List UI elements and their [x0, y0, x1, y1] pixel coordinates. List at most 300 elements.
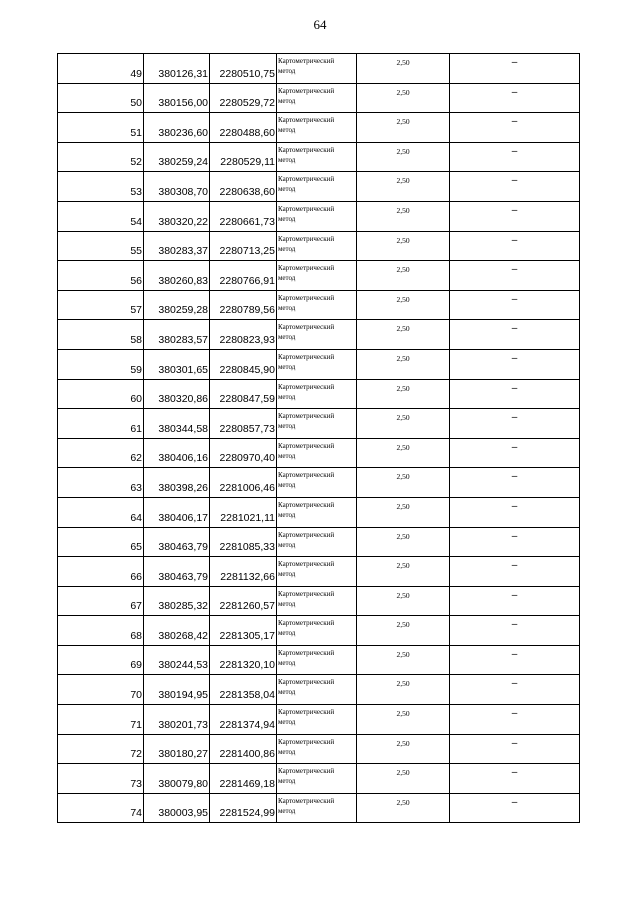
accuracy-cell-text: 2,50 — [396, 294, 410, 304]
y-coordinate-cell — [210, 231, 277, 261]
x-coordinate-cell-text: 380285,32 — [158, 600, 208, 613]
note-cell — [450, 438, 580, 468]
method-cell-text: Картометрический метод — [278, 412, 335, 431]
point-number-cell — [58, 468, 144, 498]
method-cell-text: Картометрический метод — [278, 678, 335, 697]
x-coordinate-cell — [144, 113, 210, 143]
accuracy-cell-text: 2,50 — [396, 265, 410, 275]
x-coordinate-cell — [144, 231, 210, 261]
note-cell-text: – — [511, 234, 518, 246]
accuracy-cell — [357, 675, 450, 705]
method-cell — [277, 793, 357, 823]
y-coordinate-cell — [210, 616, 277, 646]
x-coordinate-cell-text: 380301,65 — [158, 363, 208, 376]
accuracy-cell-text: 2,50 — [396, 649, 410, 659]
accuracy-cell — [357, 705, 450, 735]
method-cell — [277, 557, 357, 587]
x-coordinate-cell — [144, 793, 210, 823]
note-cell — [450, 497, 580, 527]
y-coordinate-cell — [210, 172, 277, 202]
point-number-cell-text: 70 — [130, 689, 142, 702]
note-cell-text: – — [511, 86, 518, 98]
accuracy-cell — [357, 793, 450, 823]
method-cell — [277, 231, 357, 261]
method-cell — [277, 349, 357, 379]
point-number-cell — [58, 734, 144, 764]
x-coordinate-cell — [144, 438, 210, 468]
table-row — [58, 409, 580, 439]
accuracy-cell-text: 2,50 — [396, 117, 410, 127]
table-row — [58, 201, 580, 231]
note-cell-text: – — [511, 530, 518, 542]
y-coordinate-cell — [210, 320, 277, 350]
method-cell — [277, 468, 357, 498]
point-number-cell-text: 66 — [130, 570, 142, 583]
accuracy-cell-text: 2,50 — [396, 87, 410, 97]
note-cell — [450, 201, 580, 231]
point-number-cell — [58, 793, 144, 823]
point-number-cell — [58, 349, 144, 379]
point-number-cell-text: 53 — [130, 185, 142, 198]
y-coordinate-cell — [210, 468, 277, 498]
note-cell-text: – — [511, 441, 518, 453]
point-number-cell — [58, 438, 144, 468]
note-cell-text: – — [511, 678, 518, 690]
method-cell-text: Картометрический метод — [278, 57, 335, 75]
point-number-cell — [58, 142, 144, 172]
point-number-cell-text: 57 — [130, 304, 142, 317]
accuracy-cell — [357, 113, 450, 143]
x-coordinate-cell — [144, 83, 210, 113]
note-cell — [450, 705, 580, 735]
accuracy-cell-text: 2,50 — [396, 561, 410, 571]
table-row — [58, 764, 580, 794]
x-coordinate-cell-text: 380259,24 — [158, 156, 208, 169]
x-coordinate-cell-text: 380126,31 — [158, 67, 208, 80]
x-coordinate-cell — [144, 557, 210, 587]
point-number-cell-text: 62 — [130, 452, 142, 465]
accuracy-cell — [357, 527, 450, 557]
x-coordinate-cell — [144, 290, 210, 320]
table-row — [58, 142, 580, 172]
point-number-cell-text: 68 — [130, 629, 142, 642]
table-row — [58, 527, 580, 557]
method-cell — [277, 261, 357, 291]
method-cell — [277, 616, 357, 646]
method-cell-text: Картометрический метод — [278, 293, 335, 312]
accuracy-cell — [357, 261, 450, 291]
y-coordinate-cell-text: 2280510,75 — [219, 67, 275, 80]
table-row — [58, 113, 580, 143]
note-cell-text: – — [511, 796, 518, 808]
note-cell — [450, 320, 580, 350]
table-row — [58, 379, 580, 409]
y-coordinate-cell-text: 2280529,11 — [220, 156, 275, 169]
method-cell-text: Картометрический метод — [278, 737, 335, 756]
x-coordinate-cell-text: 380236,60 — [158, 126, 208, 139]
accuracy-cell-text: 2,50 — [396, 472, 410, 482]
x-coordinate-cell — [144, 734, 210, 764]
note-cell-text: – — [511, 500, 518, 512]
x-coordinate-cell-text: 380201,73 — [158, 718, 208, 731]
method-cell — [277, 409, 357, 439]
note-cell — [450, 113, 580, 143]
note-cell — [450, 83, 580, 113]
point-number-cell — [58, 764, 144, 794]
accuracy-cell — [357, 320, 450, 350]
point-number-cell — [58, 527, 144, 557]
method-cell-text: Картометрический метод — [278, 204, 335, 223]
point-number-cell — [58, 290, 144, 320]
note-cell-text: – — [511, 264, 518, 276]
accuracy-cell-text: 2,50 — [396, 205, 410, 215]
point-number-cell — [58, 616, 144, 646]
table-row — [58, 54, 580, 84]
note-cell-text: – — [511, 589, 518, 601]
y-coordinate-cell-text: 2281320,10 — [219, 659, 275, 672]
y-coordinate-cell — [210, 113, 277, 143]
accuracy-cell-text: 2,50 — [396, 383, 410, 393]
method-cell-text: Картометрический метод — [278, 648, 335, 667]
note-cell — [450, 468, 580, 498]
table-row — [58, 497, 580, 527]
method-cell — [277, 734, 357, 764]
x-coordinate-cell-text: 380406,17 — [158, 511, 208, 524]
note-cell-text: – — [511, 767, 518, 779]
note-cell-text: – — [511, 145, 518, 157]
note-cell-text: – — [511, 382, 518, 394]
point-number-cell-text: 69 — [130, 659, 142, 672]
table-row — [58, 468, 580, 498]
table-row — [58, 172, 580, 202]
y-coordinate-cell-text: 2281006,46 — [219, 481, 275, 494]
method-cell — [277, 201, 357, 231]
note-cell — [450, 616, 580, 646]
accuracy-cell — [357, 438, 450, 468]
note-cell — [450, 586, 580, 616]
y-coordinate-cell — [210, 705, 277, 735]
coordinates-table — [57, 53, 580, 823]
x-coordinate-cell-text: 380463,79 — [158, 570, 208, 583]
point-number-cell — [58, 320, 144, 350]
x-coordinate-cell — [144, 645, 210, 675]
accuracy-cell — [357, 54, 450, 84]
y-coordinate-cell — [210, 734, 277, 764]
accuracy-cell-text: 2,50 — [396, 620, 410, 630]
y-coordinate-cell-text: 2280789,56 — [219, 304, 275, 317]
method-cell-text: Картометрический метод — [278, 530, 335, 549]
x-coordinate-cell — [144, 142, 210, 172]
note-cell — [450, 290, 580, 320]
accuracy-cell — [357, 734, 450, 764]
method-cell — [277, 675, 357, 705]
accuracy-cell — [357, 557, 450, 587]
note-cell-text: – — [511, 116, 518, 128]
accuracy-cell-text: 2,50 — [396, 235, 410, 245]
y-coordinate-cell — [210, 83, 277, 113]
accuracy-cell — [357, 497, 450, 527]
x-coordinate-cell-text: 380406,16 — [158, 452, 208, 465]
note-cell-text: – — [511, 471, 518, 483]
note-cell — [450, 379, 580, 409]
table-row — [58, 349, 580, 379]
table-row — [58, 734, 580, 764]
note-cell — [450, 231, 580, 261]
accuracy-cell-text: 2,50 — [396, 590, 410, 600]
note-cell — [450, 734, 580, 764]
x-coordinate-cell-text: 380320,22 — [158, 215, 208, 228]
method-cell-text: Картометрический метод — [278, 352, 335, 371]
point-number-cell-text: 71 — [130, 718, 142, 731]
y-coordinate-cell — [210, 142, 277, 172]
x-coordinate-cell — [144, 616, 210, 646]
y-coordinate-cell-text: 2281085,33 — [219, 541, 275, 554]
method-cell-text: Картометрический метод — [278, 708, 335, 727]
method-cell-text: Картометрический метод — [278, 441, 335, 460]
method-cell-text: Картометрический метод — [278, 560, 335, 579]
method-cell — [277, 705, 357, 735]
accuracy-cell — [357, 409, 450, 439]
accuracy-cell — [357, 379, 450, 409]
note-cell-text: – — [511, 352, 518, 364]
note-cell-text: – — [511, 560, 518, 572]
y-coordinate-cell — [210, 557, 277, 587]
x-coordinate-cell — [144, 586, 210, 616]
point-number-cell-text: 50 — [130, 97, 142, 110]
accuracy-cell — [357, 172, 450, 202]
point-number-cell — [58, 201, 144, 231]
point-number-cell — [58, 54, 144, 84]
y-coordinate-cell-text: 2280823,93 — [219, 333, 275, 346]
note-cell-text: – — [511, 708, 518, 720]
y-coordinate-cell-text: 2281260,57 — [219, 600, 275, 613]
coordinates-table-body — [58, 54, 580, 823]
note-cell-text: – — [511, 293, 518, 305]
x-coordinate-cell-text: 380463,79 — [158, 541, 208, 554]
point-number-cell-text: 73 — [130, 777, 142, 790]
point-number-cell-text: 65 — [130, 541, 142, 554]
x-coordinate-cell-text: 380194,95 — [158, 689, 208, 702]
method-cell — [277, 83, 357, 113]
accuracy-cell — [357, 645, 450, 675]
x-coordinate-cell — [144, 320, 210, 350]
y-coordinate-cell-text: 2281021,11 — [220, 511, 275, 524]
note-cell-text: – — [511, 323, 518, 335]
method-cell — [277, 645, 357, 675]
table-row — [58, 438, 580, 468]
page-number: 64 — [313, 17, 327, 32]
method-cell-text: Картометрический метод — [278, 86, 335, 105]
accuracy-cell-text: 2,50 — [396, 413, 410, 423]
point-number-cell — [58, 231, 144, 261]
accuracy-cell — [357, 468, 450, 498]
accuracy-cell — [357, 83, 450, 113]
y-coordinate-cell — [210, 409, 277, 439]
x-coordinate-cell-text: 380398,26 — [158, 481, 208, 494]
method-cell — [277, 320, 357, 350]
note-cell-text: – — [511, 737, 518, 749]
method-cell-text: Картометрический метод — [278, 145, 335, 164]
x-coordinate-cell — [144, 527, 210, 557]
method-cell — [277, 142, 357, 172]
accuracy-cell-text: 2,50 — [396, 501, 410, 511]
y-coordinate-cell-text: 2281305,17 — [219, 629, 275, 642]
point-number-cell-text: 54 — [130, 215, 142, 228]
y-coordinate-cell — [210, 764, 277, 794]
y-coordinate-cell-text: 2280857,73 — [219, 422, 275, 435]
y-coordinate-cell-text: 2280529,72 — [219, 97, 275, 110]
method-cell — [277, 497, 357, 527]
table-row — [58, 616, 580, 646]
x-coordinate-cell — [144, 201, 210, 231]
x-coordinate-cell — [144, 54, 210, 84]
point-number-cell-text: 58 — [130, 333, 142, 346]
point-number-cell-text: 74 — [130, 807, 142, 820]
x-coordinate-cell — [144, 409, 210, 439]
x-coordinate-cell — [144, 172, 210, 202]
y-coordinate-cell-text: 2280713,25 — [219, 245, 275, 258]
accuracy-cell-text: 2,50 — [396, 679, 410, 689]
point-number-cell — [58, 645, 144, 675]
y-coordinate-cell-text: 2281374,94 — [219, 718, 275, 731]
x-coordinate-cell-text: 380308,70 — [158, 185, 208, 198]
y-coordinate-cell-text: 2281469,18 — [219, 777, 275, 790]
method-cell — [277, 527, 357, 557]
table-row — [58, 645, 580, 675]
table-row — [58, 675, 580, 705]
method-cell — [277, 586, 357, 616]
note-cell-text: – — [511, 412, 518, 424]
x-coordinate-cell — [144, 497, 210, 527]
accuracy-cell-text: 2,50 — [396, 738, 410, 748]
accuracy-cell-text: 2,50 — [396, 176, 410, 186]
note-cell — [450, 675, 580, 705]
accuracy-cell — [357, 586, 450, 616]
note-cell — [450, 54, 580, 84]
point-number-cell — [58, 705, 144, 735]
x-coordinate-cell-text: 380079,80 — [158, 777, 208, 790]
method-cell-text: Картометрический метод — [278, 234, 335, 253]
note-cell-text: – — [511, 648, 518, 660]
note-cell-text: – — [511, 204, 518, 216]
accuracy-cell-text: 2,50 — [396, 797, 410, 807]
table-row — [58, 231, 580, 261]
x-coordinate-cell-text: 380268,42 — [158, 629, 208, 642]
y-coordinate-cell — [210, 527, 277, 557]
point-number-cell-text: 64 — [130, 511, 142, 524]
table-row — [58, 586, 580, 616]
y-coordinate-cell — [210, 645, 277, 675]
method-cell-text: Картометрический метод — [278, 619, 335, 638]
x-coordinate-cell — [144, 379, 210, 409]
accuracy-cell-text: 2,50 — [396, 353, 410, 363]
point-number-cell-text: 59 — [130, 363, 142, 376]
accuracy-cell-text: 2,50 — [396, 531, 410, 541]
point-number-cell — [58, 261, 144, 291]
y-coordinate-cell-text: 2280488,60 — [219, 126, 275, 139]
y-coordinate-cell — [210, 675, 277, 705]
note-cell — [450, 409, 580, 439]
table-row — [58, 261, 580, 291]
method-cell — [277, 764, 357, 794]
y-coordinate-cell — [210, 54, 277, 84]
accuracy-cell-text: 2,50 — [396, 324, 410, 334]
x-coordinate-cell-text: 380259,28 — [158, 304, 208, 317]
point-number-cell-text: 52 — [130, 156, 142, 169]
x-coordinate-cell-text: 380320,86 — [158, 393, 208, 406]
note-cell — [450, 142, 580, 172]
point-number-cell-text: 61 — [130, 422, 142, 435]
y-coordinate-cell — [210, 261, 277, 291]
table-row — [58, 557, 580, 587]
y-coordinate-cell-text: 2280661,73 — [219, 215, 275, 228]
point-number-cell — [58, 586, 144, 616]
y-coordinate-cell — [210, 586, 277, 616]
table-row — [58, 290, 580, 320]
note-cell — [450, 764, 580, 794]
x-coordinate-cell-text: 380156,00 — [158, 97, 208, 110]
y-coordinate-cell — [210, 349, 277, 379]
point-number-cell-text: 56 — [130, 274, 142, 287]
point-number-cell-text: 63 — [130, 481, 142, 494]
method-cell-text: Картометрический метод — [278, 471, 335, 490]
point-number-cell — [58, 497, 144, 527]
x-coordinate-cell — [144, 705, 210, 735]
note-cell-text: – — [511, 57, 518, 68]
y-coordinate-cell-text: 2281132,66 — [220, 570, 275, 583]
y-coordinate-cell-text: 2281358,04 — [219, 689, 275, 702]
table-row — [58, 83, 580, 113]
accuracy-cell — [357, 764, 450, 794]
x-coordinate-cell-text: 380344,58 — [158, 422, 208, 435]
method-cell-text: Картометрический метод — [278, 796, 335, 815]
point-number-cell — [58, 83, 144, 113]
method-cell-text: Картометрический метод — [278, 323, 335, 342]
note-cell — [450, 645, 580, 675]
method-cell — [277, 290, 357, 320]
accuracy-cell-text: 2,50 — [396, 146, 410, 156]
note-cell — [450, 793, 580, 823]
point-number-cell — [58, 557, 144, 587]
point-number-cell — [58, 379, 144, 409]
y-coordinate-cell-text: 2281400,86 — [219, 748, 275, 761]
accuracy-cell — [357, 616, 450, 646]
x-coordinate-cell — [144, 764, 210, 794]
y-coordinate-cell-text: 2280847,59 — [219, 393, 275, 406]
note-cell — [450, 349, 580, 379]
point-number-cell-text: 55 — [130, 245, 142, 258]
note-cell — [450, 557, 580, 587]
y-coordinate-cell — [210, 290, 277, 320]
y-coordinate-cell — [210, 379, 277, 409]
x-coordinate-cell-text: 380260,83 — [158, 274, 208, 287]
x-coordinate-cell — [144, 675, 210, 705]
method-cell-text: Картометрический метод — [278, 589, 335, 608]
method-cell — [277, 379, 357, 409]
x-coordinate-cell-text: 380180,27 — [158, 748, 208, 761]
point-number-cell-text: 72 — [130, 748, 142, 761]
method-cell-text: Картометрический метод — [278, 382, 335, 401]
x-coordinate-cell-text: 380244,53 — [158, 659, 208, 672]
accuracy-cell-text: 2,50 — [396, 442, 410, 452]
method-cell — [277, 54, 357, 84]
method-cell-text: Картометрический метод — [278, 175, 335, 194]
y-coordinate-cell — [210, 201, 277, 231]
point-number-cell — [58, 172, 144, 202]
y-coordinate-cell-text: 2280970,40 — [219, 452, 275, 465]
point-number-cell — [58, 113, 144, 143]
y-coordinate-cell-text: 2280638,60 — [219, 185, 275, 198]
